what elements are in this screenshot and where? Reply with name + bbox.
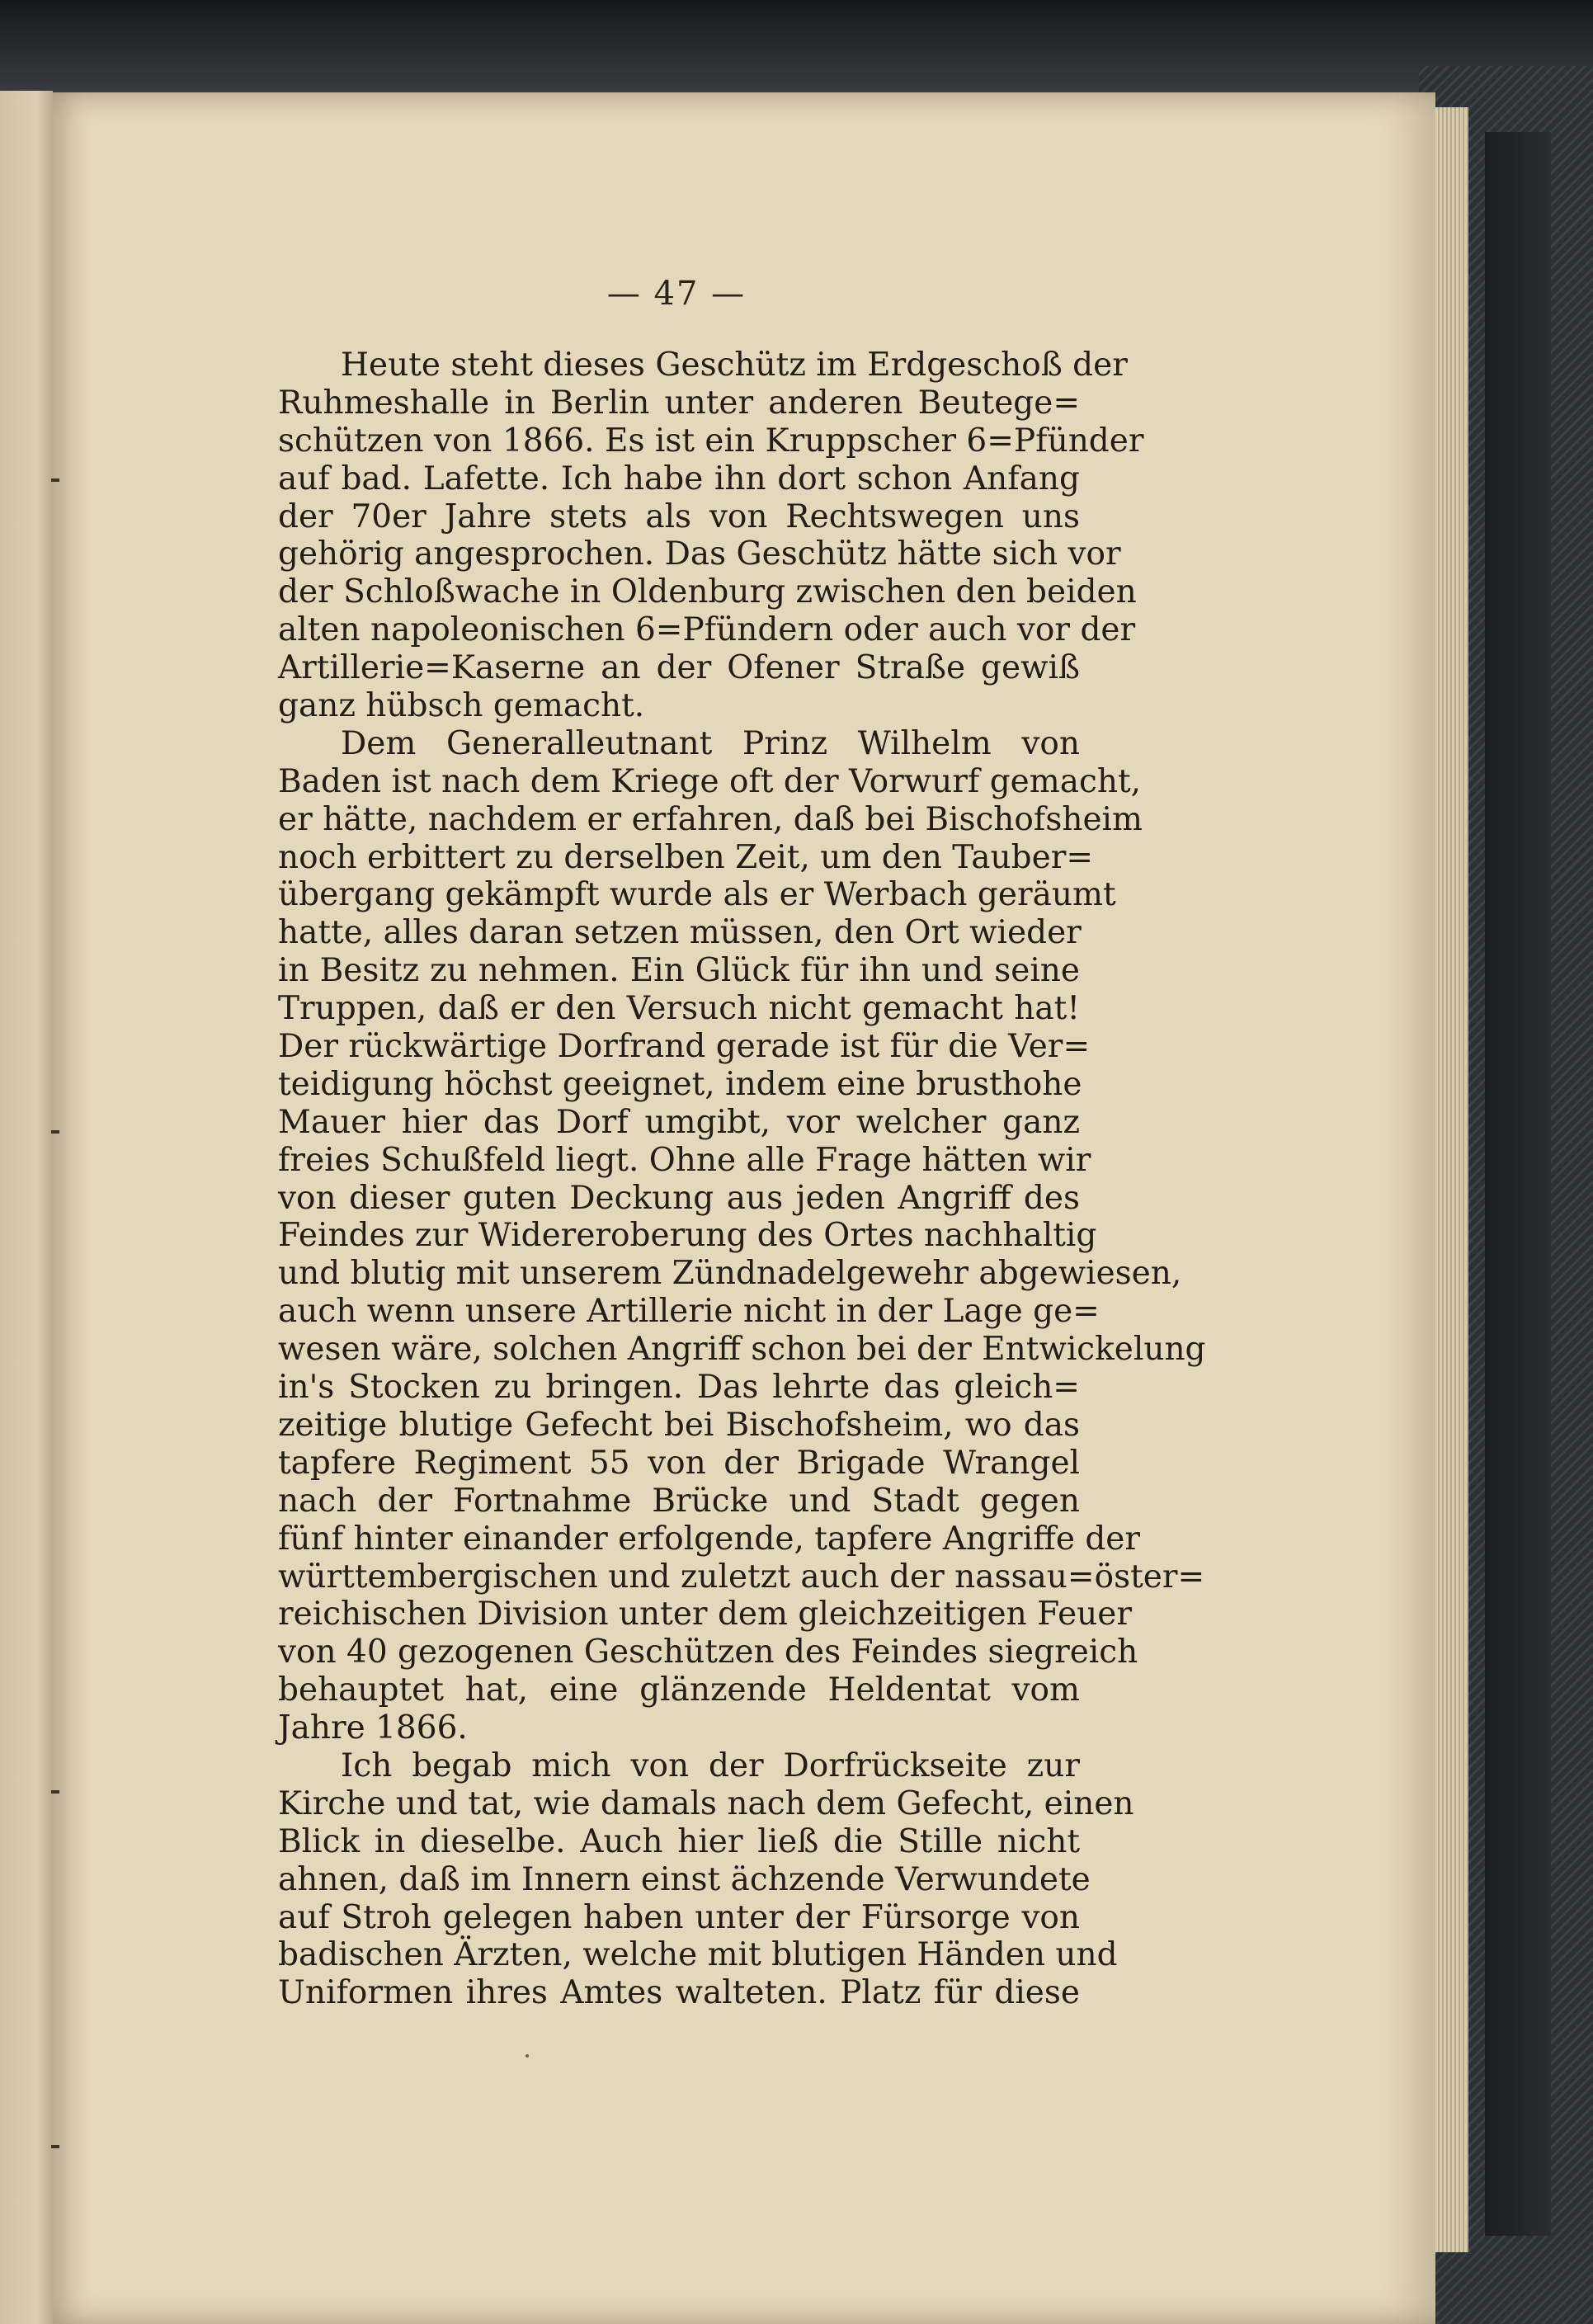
text-line: gehörig angesprochen. Das Geschütz hätte sich vor (278, 535, 1121, 573)
body-text (278, 346, 1206, 2012)
text-line: nach der Fortnahme Brücke und Stadt gegen (278, 1482, 1080, 1520)
text-line: auch wenn unsere Artillerie nicht in der Lage ge= (278, 1293, 1100, 1331)
text-line: ahnen, daß im Innern einst ächzende Verwundete (278, 1860, 1091, 1898)
text-line: von 40 gezogenen Geschützen des Feindes siegreich (278, 1633, 1138, 1671)
text-line: Blick in dieselbe. Auch hier ließ die Stille nicht (278, 1822, 1080, 1860)
text-line: hatte, alles daran setzen müssen, den Ort wieder (278, 914, 1082, 952)
text-line: Artillerie=Kaserne an der Ofener Straße gewiß (278, 649, 1080, 687)
text-line: reichischen Division unter dem gleichzeitigen Feuer (278, 1596, 1132, 1633)
margin-mark (51, 478, 59, 482)
text-line: fünf hinter einander erfolgende, tapfere Angriffe der (278, 1520, 1141, 1558)
text-line: alten napoleonischen 6=Pfündern oder auch vor der (278, 611, 1136, 649)
text-line: schützen von 1866. Es ist ein Kruppscher 6=Pfünder (278, 422, 1144, 460)
text-line: Truppen, daß er den Versuch nicht gemacht hat! (278, 990, 1080, 1028)
text-line: Kirche und tat, wie damals nach dem Gefecht, einen (278, 1784, 1134, 1822)
page-stack-edge (1435, 107, 1468, 2252)
text-line: Ich begab mich von der Dorfrückseite zur (341, 1747, 1080, 1784)
text-line: in's Stocken zu bringen. Das lehrte das gleich= (278, 1369, 1080, 1407)
text-line: noch erbittert zu derselben Zeit, um den Tauber= (278, 838, 1094, 876)
text-line: württembergischen und zuletzt auch der nassau=öster= (278, 1558, 1205, 1596)
text-line: wesen wäre, solchen Angriff schon bei der Entwickelung (278, 1331, 1206, 1369)
text-line: auf Stroh gelegen haben unter der Fürsorge von (278, 1898, 1080, 1936)
text-line: teidigung höchst geeignet, indem eine brusthohe (278, 1065, 1082, 1103)
text-line: der Schloßwache in Oldenburg zwischen den beiden (278, 573, 1137, 611)
text-line: tapfere Regiment 55 von der Brigade Wrangel (278, 1444, 1080, 1482)
text-line: übergang gekämpft wurde als er Werbach geräumt (278, 876, 1116, 914)
text-line: Heute steht dieses Geschütz im Erdgeschoß der (341, 346, 1128, 384)
text-line: Der rückwärtige Dorfrand gerade ist für die Ver= (278, 1028, 1091, 1066)
text-line: Feindes zur Widereroberung des Ortes nachhaltig (278, 1217, 1097, 1255)
text-line: zeitige blutige Gefecht bei Bischofsheim, wo das (278, 1406, 1080, 1444)
text-line: er hätte, nachdem er erfahren, daß bei Bischofsheim (278, 800, 1143, 838)
book-cover-top (0, 0, 1593, 99)
text-line: auf bad. Lafette. Ich habe ihn dort schon Anfang (278, 460, 1080, 497)
margin-mark (51, 1130, 59, 1134)
left-page-edge (0, 91, 53, 2324)
margin-mark (51, 2145, 59, 2148)
text-line: freies Schußfeld liegt. Ohne alle Frage hätten wir (278, 1141, 1091, 1179)
text-line: behauptet hat, eine glänzende Heldentat vom (278, 1671, 1080, 1709)
text-line: Uniformen ihres Amtes walteten. Platz für diese (278, 1974, 1080, 2012)
book-cover-edge (1485, 132, 1551, 2236)
text-line: Mauer hier das Dorf umgibt, vor welcher ganz (278, 1103, 1080, 1141)
text-line: Ruhmeshalle in Berlin unter anderen Beutege= (278, 384, 1080, 422)
text-line: Dem Generalleutnant Prinz Wilhelm von (341, 724, 1080, 762)
text-line: ganz hübsch gemacht. (278, 687, 645, 725)
text-line: von dieser guten Deckung aus jeden Angriff des (278, 1179, 1080, 1217)
text-line: Jahre 1866. (278, 1709, 468, 1747)
text-line: in Besitz zu nehmen. Ein Glück für ihn und seine (278, 952, 1080, 990)
text-line: und blutig mit unserem Zündnadelgewehr abgewiesen, (278, 1255, 1182, 1293)
page-number: — 47 — (606, 275, 747, 313)
text-line: der 70er Jahre stets als von Rechtswegen uns (278, 497, 1080, 535)
text-line: badischen Ärzten, welche mit blutigen Händen und (278, 1936, 1118, 1974)
text-line: Baden ist nach dem Kriege oft der Vorwurf gemacht, (278, 762, 1142, 800)
paper-speck (526, 2054, 529, 2058)
margin-mark (51, 1790, 59, 1794)
